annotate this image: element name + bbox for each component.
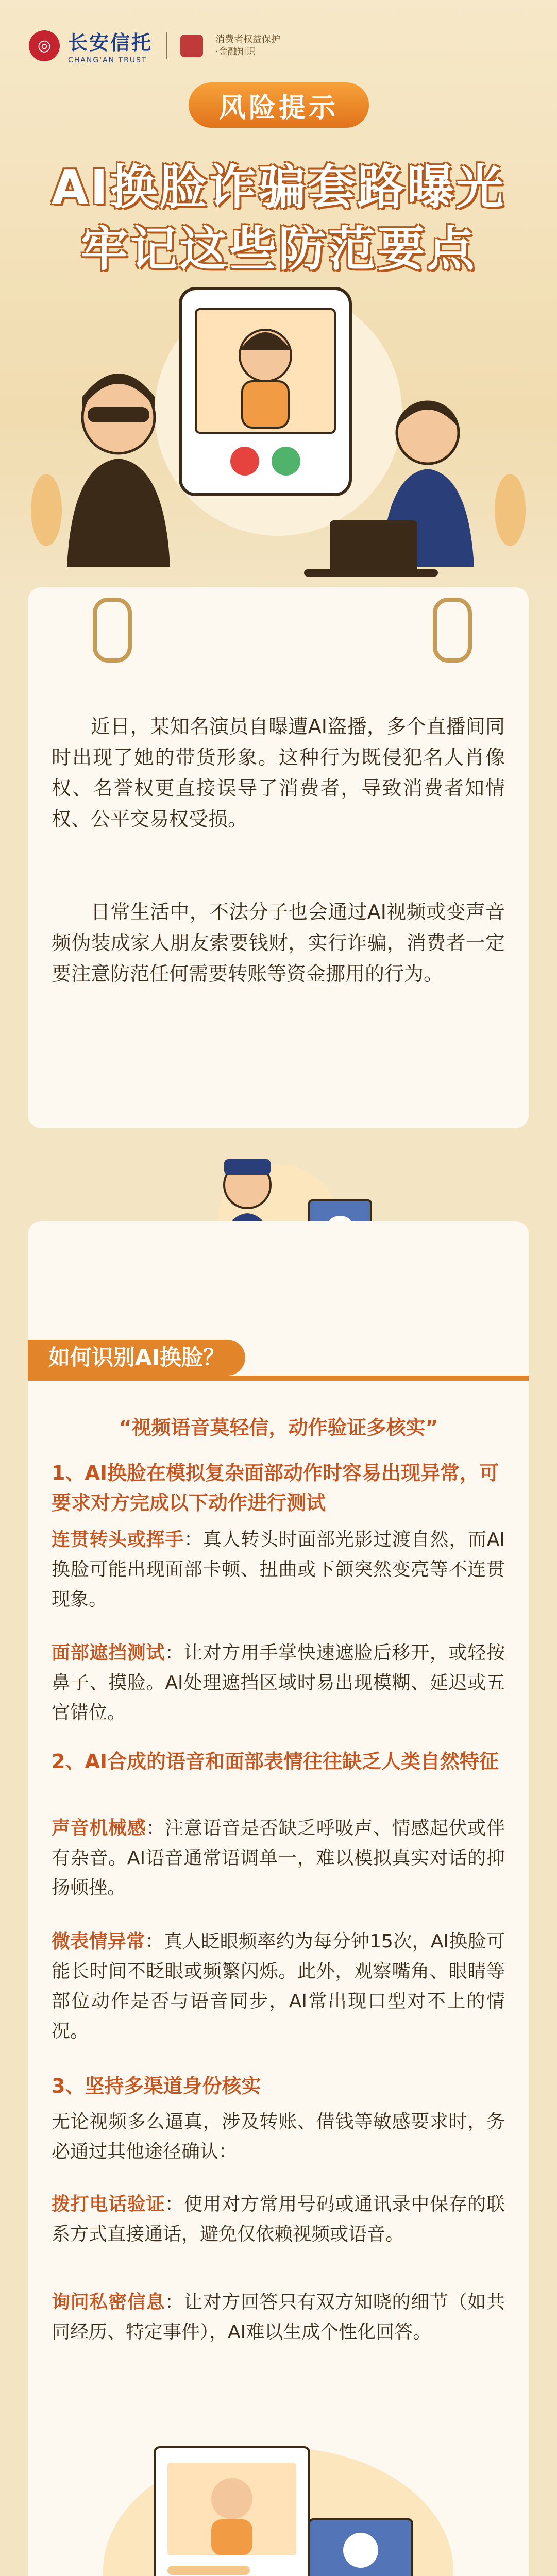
identify-point-3: 3、坚持多渠道身份核实 [52, 2075, 261, 2097]
page-title-line2: 牢记这些防范要点 [80, 222, 477, 277]
tip-text: ：真人转头时面部光影过渡自然，而AI换脸可能出现面部卡顿、扭曲或下颌突然变亮等不连贯现象。 [52, 1529, 505, 1610]
identify-lead: “视频语音莫轻信，动作验证多核实” [119, 1416, 438, 1439]
online-video-call-illustration [72, 2416, 484, 2576]
tip-keyword: 微表情异常 [52, 1931, 145, 1952]
tip-text: ：让对方回答只有双方知晓的细节（如共同经历、特定事件），AI难以生成个性化回答。 [52, 2292, 505, 2343]
verify-intro: 无论视频多么逼真，涉及转账、借钱等敏感要求时，务必通过其他途径确认： [52, 2111, 505, 2162]
brand-name: 长安信托 [68, 31, 153, 54]
tip-keyword: 拨打电话验证 [52, 2194, 165, 2215]
section-title-identify: 如何识别AI换脸？ [28, 1340, 245, 1376]
tip-private-question [52, 2287, 505, 2347]
identify-point-1: 1、AI换脸在模拟复杂面部动作时容易出现异常，可要求对方完成以下动作进行测试 [52, 1462, 499, 1514]
tip-text: ：真人眨眼频率约为每分钟15次，AI换脸可能长时间不眨眼或频繁闪烁。此外，观察嘴角、眼睛等部位动作是否与语音同步，AI常出现口型对不上的情况。 [52, 1931, 505, 2042]
intro-card [28, 587, 529, 1128]
tip-keyword: 连贯转头或挥手 [52, 1529, 184, 1550]
brand2-line2: ·金融知识 [215, 46, 256, 57]
tip-text: ：使用对方常用号码或通讯录中保存的联系方式直接通话，避免仅依赖视频或语音。 [52, 2194, 505, 2245]
tip-turn-head [52, 1525, 505, 1615]
brand-name-en: CHANG'AN TRUST [68, 56, 147, 64]
intro-paragraph-2: 日常生活中，不法分子也会通过AI视频或变声音频伪装成家人朋友索要钱财，实行诈骗，消费者一定要注意防范任何需要转账等资金挪用的行为。 [52, 901, 505, 985]
binder-clip-icon [93, 598, 132, 663]
section-title-stripe [28, 1376, 529, 1381]
intro-paragraph-1: 近日，某知名演员自曝遭AI盗播，多个直播间同时出现了她的带货形象。这种行为既侵犯名人肖像权、名誉权更直接误导了消费者，导致消费者知情权、公平交易权受损。 [52, 715, 505, 831]
tip-face-cover [52, 1638, 505, 1728]
video-call-scam-illustration [0, 278, 557, 587]
brand-divider [166, 32, 167, 59]
binder-clip-icon [433, 598, 472, 663]
tip-micro-expression [52, 1927, 505, 2046]
tip-text: ：注意语音是否缺乏呼吸声、情感起伏或伴有杂音。AI语音通常语调单一，难以模拟真实对话的抑扬顿挫。 [52, 1818, 505, 1899]
consumer-protection-badge-icon [180, 35, 203, 57]
brand2-line1: 消费者权益保护 [215, 33, 281, 45]
chang-an-trust-logo-icon: ◎ [29, 30, 60, 61]
tip-keyword: 声音机械感 [52, 1818, 146, 1839]
tip-keyword: 面部遮挡测试 [52, 1642, 165, 1664]
tip-voice [52, 1814, 505, 1903]
risk-tag: 风险提示 [189, 82, 369, 128]
tip-keyword: 询问私密信息 [52, 2292, 165, 2313]
tip-text: ：让对方用手掌快速遮脸后移开，或轻按鼻子、摸脸。AI处理遮挡区域时易出现模糊、延迟或五官错位。 [52, 1642, 505, 1723]
brand-logo [29, 27, 280, 64]
identify-point-2: 2、AI合成的语音和面部表情往往缺乏人类自然特征 [52, 1750, 499, 1773]
page-title-line1: AI换脸诈骗套路曝光 [51, 160, 506, 215]
tip-phone-verify [52, 2190, 505, 2249]
